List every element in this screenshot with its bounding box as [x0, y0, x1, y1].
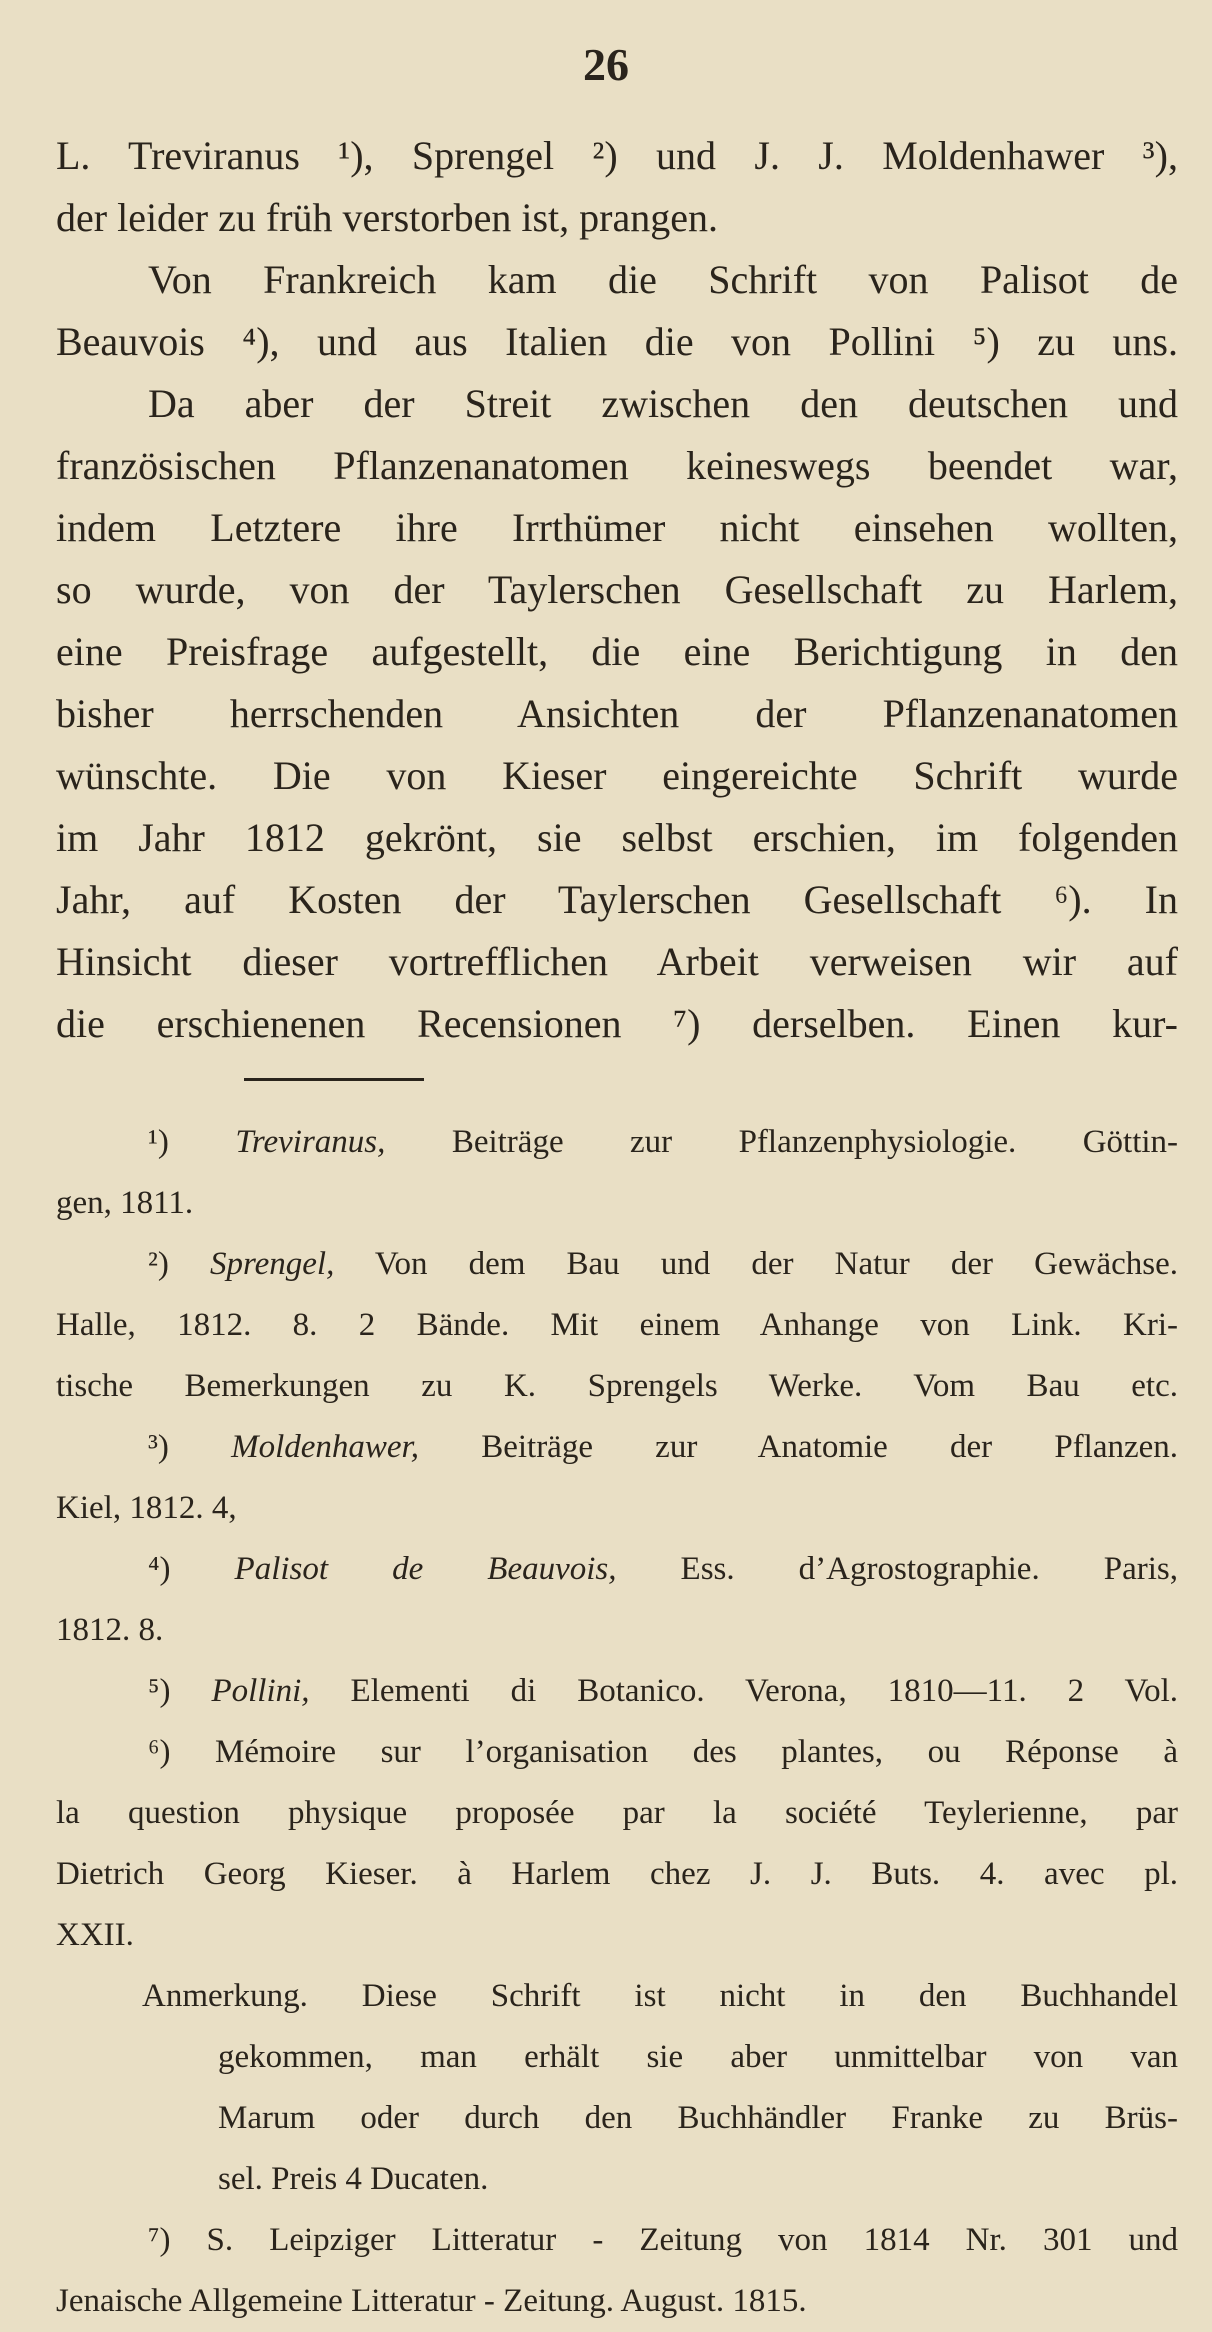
footnote-text: Ess. d’Agrostographie. Paris,: [680, 1551, 1178, 1587]
footnote-line: Halle, 1812. 8. 2 Bände. Mit einem Anhange von Link. Kri-: [56, 1307, 1178, 1343]
text-line: Jahr, auf Kosten der Taylerschen Gesellschaft ⁶). In: [56, 877, 1178, 922]
author-name: Moldenhawer,: [231, 1429, 419, 1465]
author-name: Sprengel,: [210, 1246, 335, 1282]
footnote-mark: ³): [148, 1429, 169, 1465]
text-line: bisher herrschenden Ansichten der Pflanzenanatomen: [56, 691, 1178, 736]
footnote-line: [56, 1417, 1178, 1478]
footnote-mark: ¹): [148, 1124, 169, 1160]
author-name: Palisot de Beauvois,: [234, 1551, 617, 1587]
text-line: im Jahr 1812 gekrönt, sie selbst erschien, im folgenden: [56, 815, 1178, 860]
footnote-line: [56, 1539, 1178, 1600]
footnote-mark: ⁵): [148, 1673, 171, 1709]
text-line: Hinsicht dieser vortrefflichen Arbeit verweisen wir auf: [56, 939, 1178, 984]
footnote-line: ⁷) S. Leipziger Litteratur - Zeitung von 1814 Nr. 301 und: [148, 2222, 1178, 2258]
text-line: wünschte. Die von Kieser eingereichte Schrift wurde: [56, 753, 1178, 798]
text-line: der leider zu früh verstorben ist, prangen.: [56, 195, 718, 240]
text-line: Von Frankreich kam die Schrift von Palisot de: [148, 257, 1178, 302]
text-line: die erschienenen Recensionen ⁷) derselben. Einen kur-: [56, 1001, 1178, 1046]
text-line: Beauvois ⁴), und aus Italien die von Pollini ⁵) zu uns.: [56, 319, 1178, 364]
footnote-line: XXII.: [56, 1917, 134, 1953]
text-line: indem Letztere ihre Irrthümer nicht einsehen wollten,: [56, 505, 1178, 550]
text-line: eine Preisfrage aufgestellt, die eine Berichtigung in den: [56, 629, 1178, 674]
footnote-text: Beiträge zur Pflanzenphysiologie. Göttin-: [451, 1124, 1179, 1160]
annotation-line: sel. Preis 4 Ducaten.: [218, 2161, 489, 2197]
footnote-text: Von dem Bau und der Natur der Gewächse.: [374, 1246, 1179, 1282]
footnote-line: 1812. 8.: [56, 1612, 164, 1648]
footnote-text: Elementi di Botanico. Verona, 1810—11. 2 Vol.: [350, 1673, 1179, 1709]
author-name: Treviranus,: [235, 1124, 386, 1160]
footnote-line: ⁶) Mémoire sur l’organisation des plantes, ou Réponse à: [148, 1734, 1178, 1770]
footnote-line: [56, 1661, 1178, 1722]
footnote-divider: [244, 1078, 424, 1081]
footnote-line: Dietrich Georg Kieser. à Harlem chez J. J. Buts. 4. avec pl.: [56, 1856, 1178, 1892]
footnotes: [56, 1112, 1178, 2332]
annotation-line: Anmerkung. Diese Schrift ist nicht in den Buchhandel: [142, 1978, 1178, 2014]
footnote-line: Kiel, 1812. 4,: [56, 1490, 237, 1526]
footnote-text: Beiträge zur Anatomie der Pflanzen.: [481, 1429, 1179, 1465]
text-line: L. Treviranus ¹), Sprengel ²) und J. J. Moldenhawer ³),: [56, 133, 1178, 178]
footnote-line: la question physique proposée par la société Teylerienne, par: [56, 1795, 1178, 1831]
footnote-line: Jenaische Allgemeine Litteratur - Zeitung. August. 1815.: [56, 2283, 807, 2319]
footnote-line: [56, 1234, 1178, 1295]
annotation-line: Marum oder durch den Buchhändler Franke zu Brüs-: [218, 2100, 1178, 2136]
author-name: Pollini,: [211, 1673, 310, 1709]
text-line: so wurde, von der Taylerschen Gesellschaft zu Harlem,: [56, 567, 1178, 612]
text-line: Da aber der Streit zwischen den deutschen und: [148, 381, 1178, 426]
footnote-mark: ²): [148, 1246, 169, 1282]
footnote-line: [56, 1112, 1178, 1173]
page-number: 26: [583, 39, 629, 90]
footnote-mark: ⁴): [148, 1551, 171, 1587]
annotation-line: gekommen, man erhält sie aber unmittelbar von van: [218, 2039, 1178, 2075]
text-line: französischen Pflanzenanatomen keineswegs beendet war,: [56, 443, 1178, 488]
main-text: [56, 125, 1178, 1055]
footnote-line: gen, 1811.: [56, 1185, 194, 1221]
footnote-line: tische Bemerkungen zu K. Sprengels Werke. Vom Bau etc.: [56, 1368, 1178, 1404]
